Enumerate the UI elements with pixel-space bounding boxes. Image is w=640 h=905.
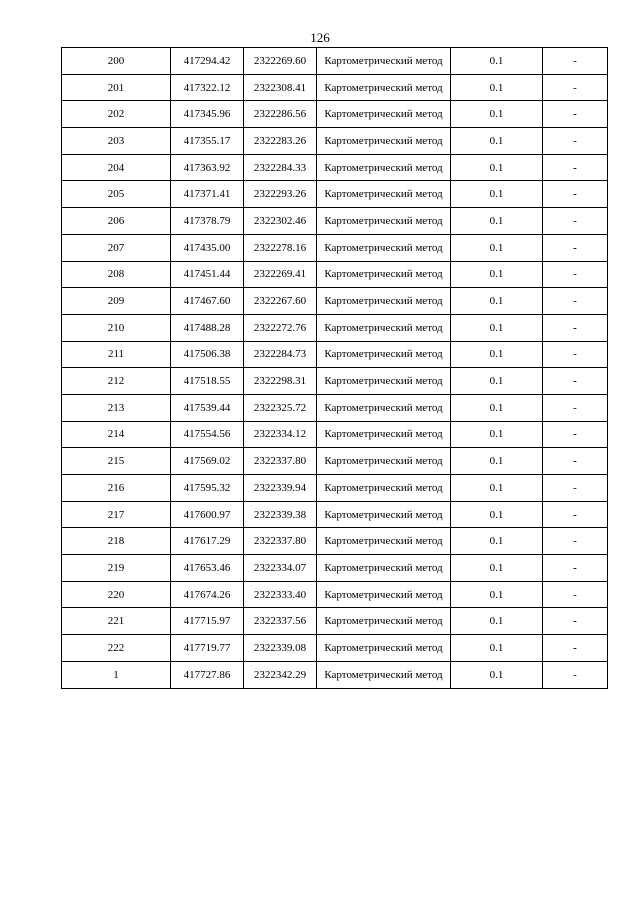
point-number-cell: 203	[62, 128, 171, 155]
point-number-cell: 210	[62, 314, 171, 341]
y-coordinate-cell: 2322333.40	[244, 581, 317, 608]
coordinates-table-body	[62, 48, 608, 689]
y-coordinate-cell: 2322334.07	[244, 555, 317, 582]
note-cell: -	[543, 608, 608, 635]
note-cell: -	[543, 208, 608, 235]
table-row	[62, 475, 608, 502]
table-row	[62, 101, 608, 128]
x-coordinate-cell: 417617.29	[171, 528, 244, 555]
point-number-cell: 222	[62, 635, 171, 662]
y-coordinate-cell: 2322286.56	[244, 101, 317, 128]
table-row	[62, 608, 608, 635]
method-cell: Картометрический метод	[317, 208, 451, 235]
precision-cell: 0.1	[451, 261, 543, 288]
x-coordinate-cell: 417345.96	[171, 101, 244, 128]
precision-cell: 0.1	[451, 555, 543, 582]
precision-cell: 0.1	[451, 74, 543, 101]
page-number: 126	[310, 30, 330, 45]
precision-cell: 0.1	[451, 368, 543, 395]
point-number-cell: 204	[62, 154, 171, 181]
point-number-cell: 207	[62, 234, 171, 261]
method-cell: Картометрический метод	[317, 341, 451, 368]
y-coordinate-cell: 2322339.08	[244, 635, 317, 662]
point-number-cell: 201	[62, 74, 171, 101]
x-coordinate-cell: 417451.44	[171, 261, 244, 288]
x-coordinate-cell: 417435.00	[171, 234, 244, 261]
y-coordinate-cell: 2322302.46	[244, 208, 317, 235]
table-row	[62, 581, 608, 608]
y-coordinate-cell: 2322337.80	[244, 448, 317, 475]
table-row	[62, 154, 608, 181]
x-coordinate-cell: 417719.77	[171, 635, 244, 662]
precision-cell: 0.1	[451, 448, 543, 475]
precision-cell: 0.1	[451, 181, 543, 208]
table-row	[62, 501, 608, 528]
point-number-cell: 208	[62, 261, 171, 288]
table-row	[62, 635, 608, 662]
y-coordinate-cell: 2322339.38	[244, 501, 317, 528]
note-cell: -	[543, 421, 608, 448]
x-coordinate-cell: 417355.17	[171, 128, 244, 155]
note-cell: -	[543, 448, 608, 475]
precision-cell: 0.1	[451, 101, 543, 128]
precision-cell: 0.1	[451, 288, 543, 315]
precision-cell: 0.1	[451, 475, 543, 502]
method-cell: Картометрический метод	[317, 74, 451, 101]
method-cell: Картометрический метод	[317, 128, 451, 155]
table-row	[62, 368, 608, 395]
x-coordinate-cell: 417371.41	[171, 181, 244, 208]
method-cell: Картометрический метод	[317, 528, 451, 555]
method-cell: Картометрический метод	[317, 421, 451, 448]
point-number-cell: 214	[62, 421, 171, 448]
table-row	[62, 555, 608, 582]
method-cell: Картометрический метод	[317, 101, 451, 128]
table-row	[62, 288, 608, 315]
y-coordinate-cell: 2322269.60	[244, 48, 317, 75]
note-cell: -	[543, 154, 608, 181]
note-cell: -	[543, 555, 608, 582]
y-coordinate-cell: 2322278.16	[244, 234, 317, 261]
x-coordinate-cell: 417653.46	[171, 555, 244, 582]
note-cell: -	[543, 288, 608, 315]
x-coordinate-cell: 417727.86	[171, 661, 244, 688]
table-row	[62, 181, 608, 208]
note-cell: -	[543, 314, 608, 341]
method-cell: Картометрический метод	[317, 661, 451, 688]
point-number-cell: 209	[62, 288, 171, 315]
x-coordinate-cell: 417595.32	[171, 475, 244, 502]
method-cell: Картометрический метод	[317, 501, 451, 528]
point-number-cell: 219	[62, 555, 171, 582]
y-coordinate-cell: 2322269.41	[244, 261, 317, 288]
precision-cell: 0.1	[451, 661, 543, 688]
point-number-cell: 212	[62, 368, 171, 395]
precision-cell: 0.1	[451, 208, 543, 235]
x-coordinate-cell: 417569.02	[171, 448, 244, 475]
coordinates-table	[61, 47, 608, 689]
x-coordinate-cell: 417294.42	[171, 48, 244, 75]
point-number-cell: 217	[62, 501, 171, 528]
table-row	[62, 448, 608, 475]
table-row	[62, 421, 608, 448]
precision-cell: 0.1	[451, 154, 543, 181]
method-cell: Картометрический метод	[317, 608, 451, 635]
precision-cell: 0.1	[451, 608, 543, 635]
precision-cell: 0.1	[451, 528, 543, 555]
precision-cell: 0.1	[451, 341, 543, 368]
y-coordinate-cell: 2322272.76	[244, 314, 317, 341]
y-coordinate-cell: 2322283.26	[244, 128, 317, 155]
point-number-cell: 202	[62, 101, 171, 128]
precision-cell: 0.1	[451, 421, 543, 448]
precision-cell: 0.1	[451, 314, 543, 341]
x-coordinate-cell: 417322.12	[171, 74, 244, 101]
precision-cell: 0.1	[451, 581, 543, 608]
note-cell: -	[543, 48, 608, 75]
note-cell: -	[543, 394, 608, 421]
precision-cell: 0.1	[451, 501, 543, 528]
method-cell: Картометрический метод	[317, 314, 451, 341]
x-coordinate-cell: 417378.79	[171, 208, 244, 235]
y-coordinate-cell: 2322325.72	[244, 394, 317, 421]
note-cell: -	[543, 341, 608, 368]
precision-cell: 0.1	[451, 128, 543, 155]
y-coordinate-cell: 2322342.29	[244, 661, 317, 688]
x-coordinate-cell: 417539.44	[171, 394, 244, 421]
method-cell: Картометрический метод	[317, 368, 451, 395]
point-number-cell: 206	[62, 208, 171, 235]
y-coordinate-cell: 2322337.80	[244, 528, 317, 555]
note-cell: -	[543, 234, 608, 261]
x-coordinate-cell: 417715.97	[171, 608, 244, 635]
y-coordinate-cell: 2322267.60	[244, 288, 317, 315]
method-cell: Картометрический метод	[317, 234, 451, 261]
method-cell: Картометрический метод	[317, 448, 451, 475]
note-cell: -	[543, 635, 608, 662]
method-cell: Картометрический метод	[317, 475, 451, 502]
note-cell: -	[543, 581, 608, 608]
point-number-cell: 213	[62, 394, 171, 421]
point-number-cell: 221	[62, 608, 171, 635]
table-row	[62, 208, 608, 235]
precision-cell: 0.1	[451, 635, 543, 662]
y-coordinate-cell: 2322308.41	[244, 74, 317, 101]
table-row	[62, 128, 608, 155]
point-number-cell: 1	[62, 661, 171, 688]
x-coordinate-cell: 417467.60	[171, 288, 244, 315]
table-row	[62, 314, 608, 341]
y-coordinate-cell: 2322284.73	[244, 341, 317, 368]
method-cell: Картометрический метод	[317, 154, 451, 181]
y-coordinate-cell: 2322339.94	[244, 475, 317, 502]
table-row	[62, 234, 608, 261]
table-row	[62, 394, 608, 421]
x-coordinate-cell: 417518.55	[171, 368, 244, 395]
point-number-cell: 200	[62, 48, 171, 75]
note-cell: -	[543, 475, 608, 502]
precision-cell: 0.1	[451, 394, 543, 421]
point-number-cell: 205	[62, 181, 171, 208]
table-row	[62, 528, 608, 555]
table-row	[62, 261, 608, 288]
note-cell: -	[543, 528, 608, 555]
y-coordinate-cell: 2322284.33	[244, 154, 317, 181]
y-coordinate-cell: 2322337.56	[244, 608, 317, 635]
method-cell: Картометрический метод	[317, 48, 451, 75]
note-cell: -	[543, 101, 608, 128]
note-cell: -	[543, 661, 608, 688]
point-number-cell: 218	[62, 528, 171, 555]
precision-cell: 0.1	[451, 48, 543, 75]
x-coordinate-cell: 417363.92	[171, 154, 244, 181]
point-number-cell: 216	[62, 475, 171, 502]
method-cell: Картометрический метод	[317, 635, 451, 662]
point-number-cell: 220	[62, 581, 171, 608]
note-cell: -	[543, 74, 608, 101]
note-cell: -	[543, 368, 608, 395]
method-cell: Картометрический метод	[317, 288, 451, 315]
method-cell: Картометрический метод	[317, 555, 451, 582]
table-row	[62, 48, 608, 75]
method-cell: Картометрический метод	[317, 261, 451, 288]
method-cell: Картометрический метод	[317, 394, 451, 421]
method-cell: Картометрический метод	[317, 181, 451, 208]
note-cell: -	[543, 128, 608, 155]
x-coordinate-cell: 417600.97	[171, 501, 244, 528]
table-row	[62, 74, 608, 101]
y-coordinate-cell: 2322293.26	[244, 181, 317, 208]
point-number-cell: 215	[62, 448, 171, 475]
point-number-cell: 211	[62, 341, 171, 368]
x-coordinate-cell: 417488.28	[171, 314, 244, 341]
note-cell: -	[543, 501, 608, 528]
table-row	[62, 341, 608, 368]
x-coordinate-cell: 417506.38	[171, 341, 244, 368]
method-cell: Картометрический метод	[317, 581, 451, 608]
note-cell: -	[543, 181, 608, 208]
y-coordinate-cell: 2322298.31	[244, 368, 317, 395]
table-row	[62, 661, 608, 688]
note-cell: -	[543, 261, 608, 288]
x-coordinate-cell: 417554.56	[171, 421, 244, 448]
y-coordinate-cell: 2322334.12	[244, 421, 317, 448]
precision-cell: 0.1	[451, 234, 543, 261]
x-coordinate-cell: 417674.26	[171, 581, 244, 608]
